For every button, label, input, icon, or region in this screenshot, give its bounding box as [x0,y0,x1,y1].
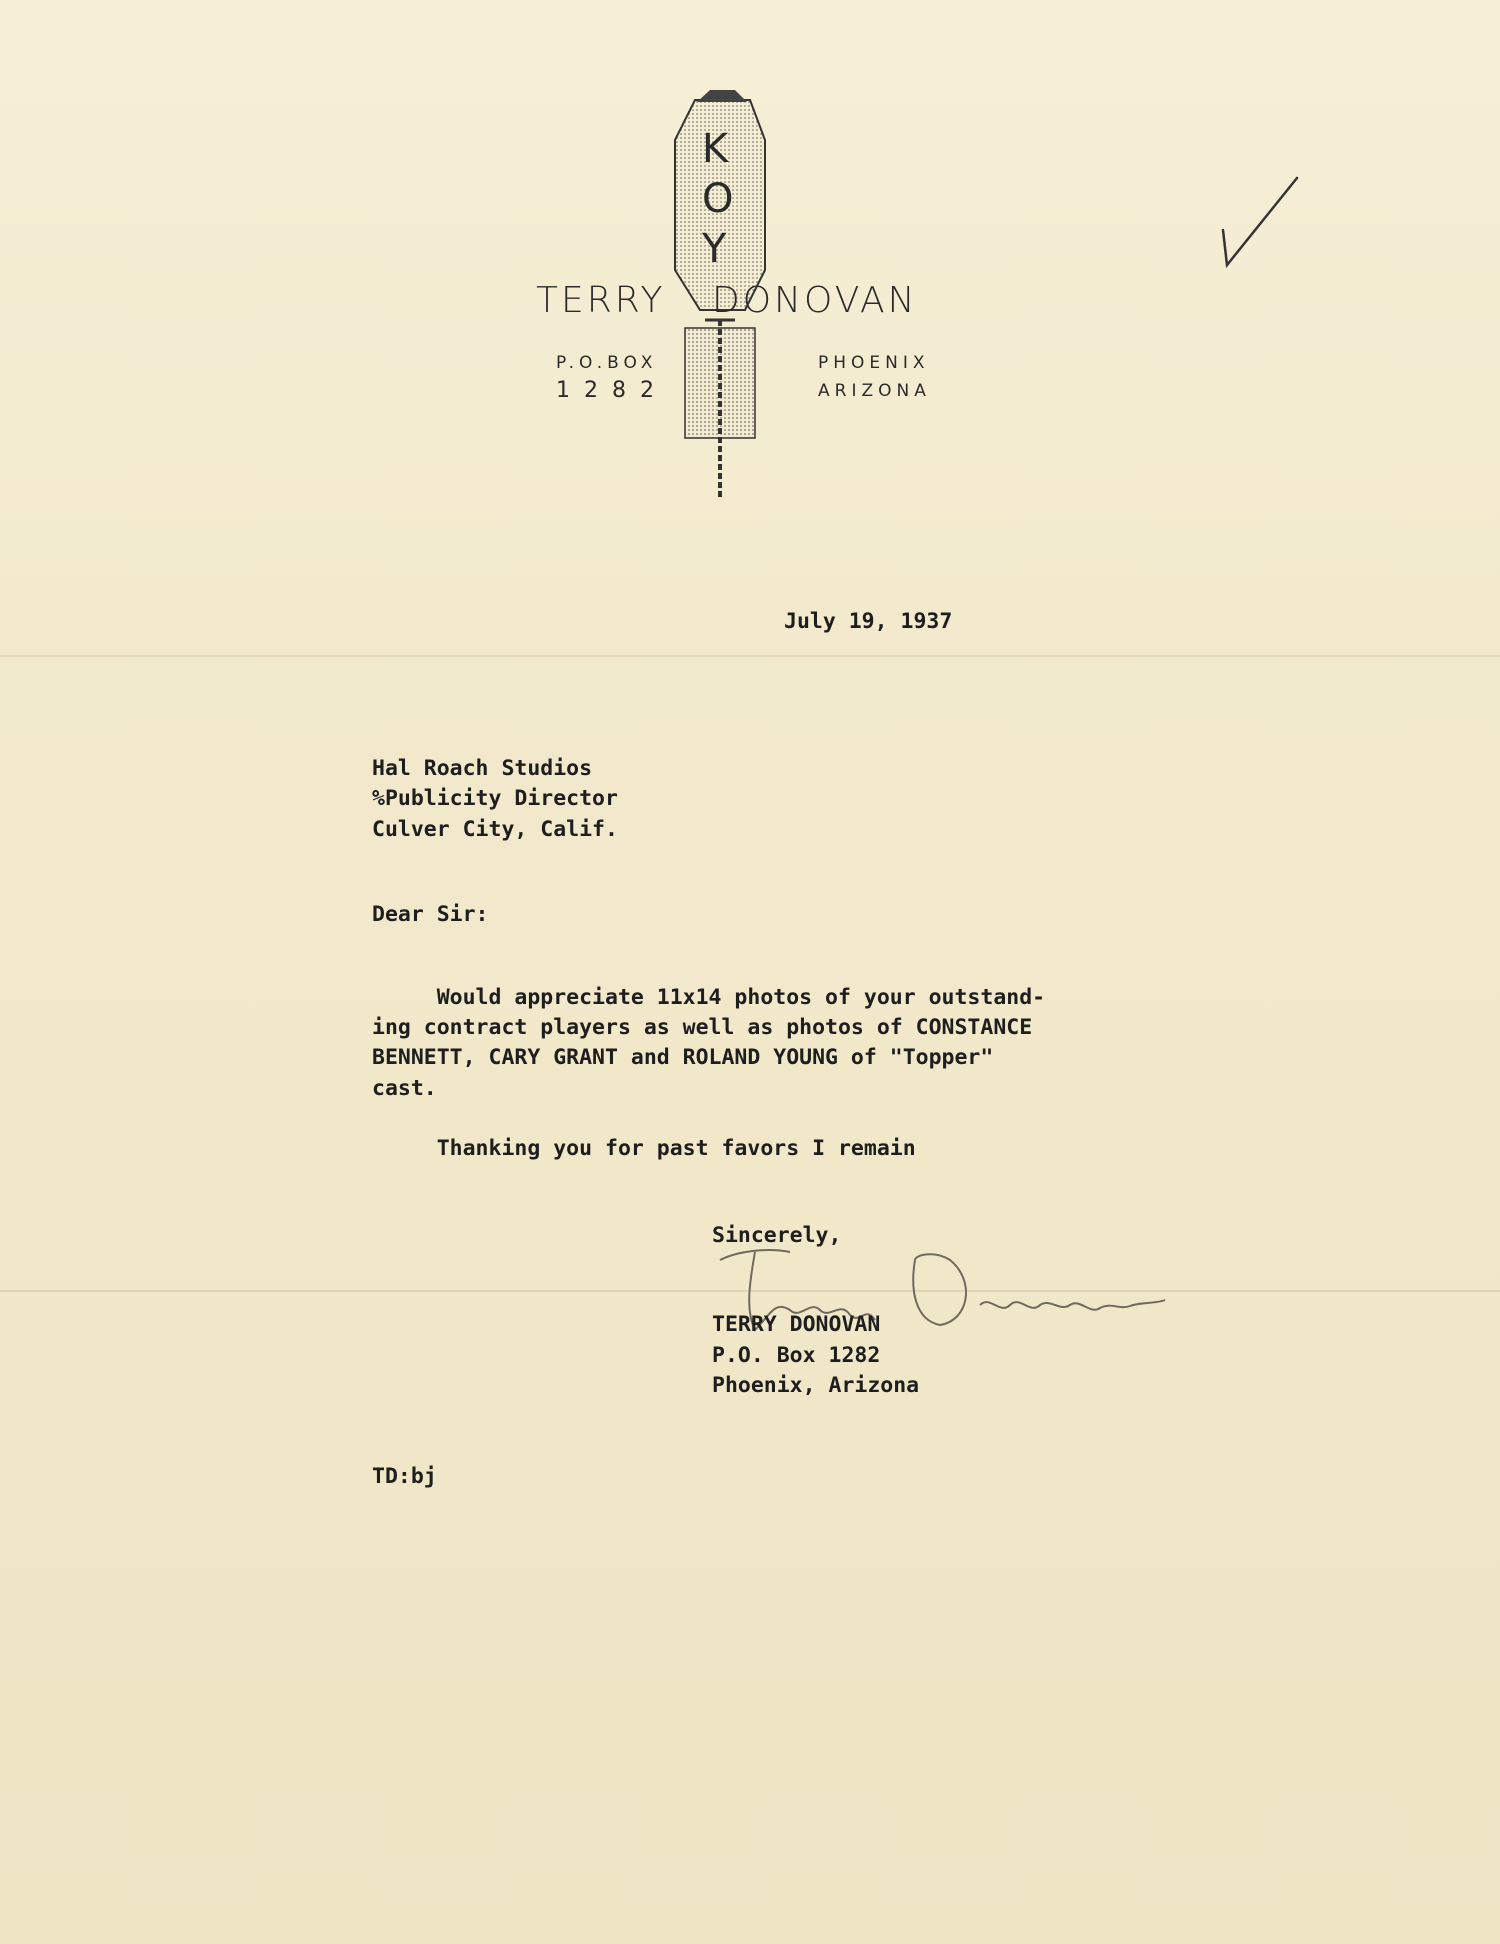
letterhead-state: ARIZONA [818,381,931,401]
mic-letter: K [702,126,729,172]
recipient-line-3: Culver City, Calif. [372,817,618,842]
body-line: BENNETT, CARY GRANT and ROLAND YOUNG of "Topper" [372,1045,994,1070]
letterhead-box-number: 1282 [556,378,668,403]
body-line: Would appreciate 11x14 photos of your outstand- [372,985,1046,1010]
letterhead-name-last: DONOVAN [712,280,918,321]
signature-address-1: P.O. Box 1282 [712,1343,881,1368]
mic-letter: O [702,176,734,222]
recipient-line-2: %Publicity Director [372,786,618,811]
body-line: Thanking you for past favors I remain [372,1136,916,1161]
closing: Sincerely, [712,1223,842,1248]
letterhead-city: PHOENIX [818,353,930,373]
paper-fold [0,655,1500,657]
salutation: Dear Sir: [372,902,489,927]
signature-name: TERRY DONOVAN [712,1312,881,1337]
signature-address-2: Phoenix, Arizona [712,1373,920,1398]
mic-letter: Y [702,226,727,272]
body-line: ing contract players as well as photos of CONSTANCE [372,1015,1033,1040]
body-line: cast. [372,1076,437,1101]
typist-initials: TD:bj [372,1464,437,1489]
letterhead-name-first: TERRY [536,280,666,321]
recipient-line-1: Hal Roach Studios [372,756,593,781]
checkmark-icon [1215,170,1305,280]
letterhead-box-label: P.O.BOX [556,353,658,373]
letter-date: July 19, 1937 [784,609,953,634]
